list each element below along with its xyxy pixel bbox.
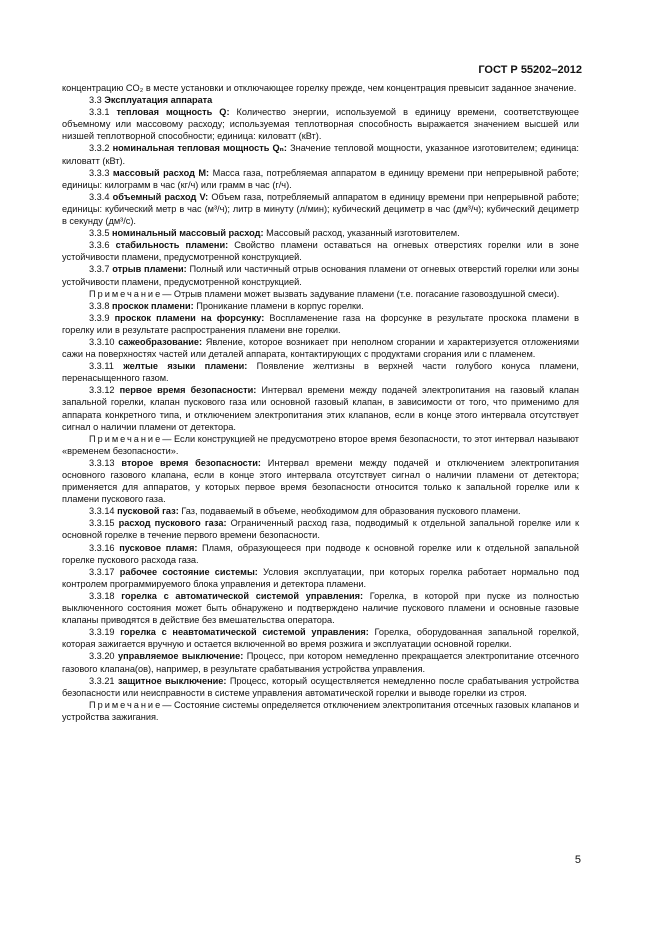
definition-paragraph	[62, 336, 579, 360]
term: расход пускового газа:	[118, 518, 227, 529]
clause-number: 3.3.2	[89, 143, 110, 154]
paragraph-text: Появление желтизны в верхней части голубого конуса пламени, перенасыщенного газом.	[62, 361, 579, 384]
clause-number: 3.3.18	[89, 590, 115, 601]
definition-paragraph	[62, 384, 579, 432]
page-number: 5	[574, 854, 581, 866]
term: объемный расход V:	[112, 191, 209, 202]
paragraph-text: Интервал времени между подачей электропитания на газовый клапан запальной горелки, клапан пускового газа или основной газовый клапан, в зависимости от того, что применимо для аппарата конкретного типа, и отключением электропитания этих клапанов, если в конце этого интервала отсутствует сигнал о наличии пламени от детектора.	[62, 385, 579, 432]
document-body	[62, 82, 579, 723]
paragraph-text: Масса газа, потребляемая аппаратом в единицу времени при непрерывной работе; единицы: килограмм в час (кг/ч) или грамм в час (г/ч).	[62, 167, 579, 190]
paragraph-text: Количество энергии, используемой в единицу времени, соответствующее объемному или массовому расходу; используемая теплотворная способность выражается значением высшей или низшей теплотворной способности; единица: киловатт (кВт).	[62, 107, 579, 142]
paragraph-text: Проникание пламени в корпус горелки.	[196, 300, 364, 311]
definition-paragraph	[62, 94, 579, 106]
paragraph-text: Процесс, который осуществляется немедленно после срабатывания устройства безопасности или неисправности в системе управления автоматической горелки и выводе горелки из строя.	[62, 675, 579, 698]
definition-paragraph	[62, 517, 579, 541]
term: Эксплуатация аппарата	[104, 95, 213, 106]
clause-number: 3.3.16	[89, 542, 115, 553]
definition-paragraph	[62, 626, 579, 650]
definition-paragraph	[62, 239, 579, 263]
definition-paragraph	[62, 675, 579, 699]
clause-number: 3.3.20	[89, 651, 115, 662]
term: отрыв пламени:	[112, 264, 187, 275]
text-paragraph	[62, 82, 579, 94]
definition-paragraph	[62, 457, 579, 505]
paragraph-text: Объем газа, потребляемый аппаратом в единицу времени при непрерывной работе; единицы: кубический метр в час (м³/ч); литр в минуту (л/мин); кубический дециметр в час (дм³/ч); кубический дециметр в секунду (дм³/с).	[62, 191, 579, 227]
definition-paragraph	[62, 191, 579, 227]
paragraph-text: Горелка, оборудованная запальной горелкой, которая зажигается вручную и остается включенной во время розжига и эксплуатации основной горелки.	[62, 627, 579, 650]
paragraph-text: Процесс, при котором немедленно прекращается электропитание отсечного газового клапана(ов), например, в результате срабатывания устройства управления.	[62, 651, 579, 674]
clause-number: 3.3.11	[89, 361, 114, 372]
clause-number: 3.3.13	[89, 457, 115, 468]
definition-paragraph	[62, 590, 579, 626]
term: горелка с автоматической системой управления:	[121, 590, 364, 601]
term: номинальный массовый расход:	[112, 228, 264, 239]
definition-paragraph	[62, 650, 579, 674]
note-label: Примечание	[89, 433, 163, 444]
clause-number: 3.3.4	[89, 191, 110, 202]
note-paragraph	[62, 288, 579, 300]
paragraph-text: Пламя, образующееся при подводе к основной горелке или к отдельной запальной горелке пускового расхода газа.	[62, 542, 579, 565]
definition-paragraph	[62, 263, 579, 287]
clause-number: 3.3	[89, 95, 102, 106]
definition-paragraph	[62, 300, 579, 312]
paragraph-text: Горелка, в которой при пуске из полностью выключенного состояния может быть обнаружено и подтверждено наличие пускового пламени и основные газовые клапаны приводятся в действие без вмешательства оператора.	[62, 590, 579, 626]
paragraph-text: Интервал времени между подачей и отключением электропитания основного газового клапана, если в конце этого интервала отсутствует сигнал о наличии пламени от детектора; применяется для аппаратов, у которых первое время безопасности относится только к запальной горелке или к пламени пускового газа.	[62, 457, 579, 505]
paragraph-text: Массовый расход, указанный изготовителем.	[266, 228, 460, 239]
term: проскок пламени:	[112, 300, 194, 311]
paragraph-text: концентрацию CO₂ в месте установки и отключающее горелку прежде, чем концентрация превысит заданное значение.	[62, 83, 577, 93]
paragraph-text: Условия эксплуатации, при которых горелка работает нормально под контролем программируемого блока управления и детектора пламени.	[62, 566, 580, 589]
paragraph-text: — Если конструкцией не предусмотрено второе время безопасности, то этот интервал называют «временем безопасности».	[62, 433, 579, 456]
clause-number: 3.3.1	[89, 107, 110, 118]
term: защитное выключение:	[117, 675, 227, 686]
clause-number: 3.3.15	[89, 518, 115, 529]
clause-number: 3.3.9	[89, 312, 110, 323]
note-paragraph	[62, 433, 579, 457]
term: стабильность пламени:	[115, 240, 229, 251]
note-label: Примечание	[89, 288, 163, 299]
clause-number: 3.3.19	[89, 627, 115, 638]
term: проскок пламени на форсунку:	[114, 312, 265, 323]
clause-number: 3.3.6	[89, 240, 110, 251]
paragraph-text: Воспламенение газа на форсунке в результате проскока пламени в горелку или в результате распространения пламени вне горелки.	[62, 312, 579, 335]
clause-number: 3.3.21	[89, 675, 115, 686]
note-label: Примечание	[89, 699, 163, 710]
term: желтые языки пламени:	[123, 361, 248, 372]
definition-paragraph	[62, 312, 579, 336]
clause-number: 3.3.12	[89, 385, 115, 396]
definition-paragraph	[62, 566, 579, 590]
term: управляемое выключение:	[117, 651, 244, 662]
paragraph-text: Значение тепловой мощности, указанное изготовителем; единица: киловатт (кВт).	[62, 143, 579, 166]
definition-paragraph	[62, 167, 579, 191]
clause-number: 3.3.7	[89, 264, 110, 275]
clause-number: 3.3.8	[89, 300, 110, 311]
document-header: ГОСТ Р 55202–2012	[478, 64, 582, 76]
definition-paragraph	[62, 142, 579, 166]
paragraph-text: Явление, которое возникает при неполном сгорании и характеризуется отложениями сажи на поверхностях частей или деталей аппарата, контактирующих с продуктами сгорания или с пламенем.	[62, 336, 579, 360]
definition-paragraph	[62, 542, 579, 566]
paragraph-text: Ограниченный расход газа, подводимый к отдельной запальной горелке или к основной горелке в течение первого времени безопасности.	[62, 518, 579, 541]
definition-paragraph	[62, 106, 579, 142]
term: номинальная тепловая мощность Qₙ:	[112, 143, 287, 154]
paragraph-text: Полный или частичный отрыв основания пламени от огневых отверстий горелки или зоны устойчивости пламени, предусмотренной конструкцией.	[62, 264, 580, 287]
paragraph-text: — Состояние системы определяется отключением электропитания отсечных газовых клапанов и устройства зажигания.	[62, 699, 579, 722]
paragraph-text: Свойство пламени оставаться на огневых отверстиях горелки или в зоне устойчивости пламени, предусмотренной конструкцией.	[62, 240, 579, 263]
term: массовый расход M:	[112, 167, 210, 178]
paragraph-text: Газ, подаваемый в объеме, необходимом для образования пускового пламени.	[181, 506, 521, 517]
term: рабочее состояние системы:	[119, 566, 258, 577]
definition-paragraph	[62, 505, 579, 517]
term: второе время безопасности:	[121, 457, 261, 468]
clause-number: 3.3.14	[89, 506, 115, 517]
term: пусковое пламя:	[119, 542, 198, 553]
clause-number: 3.3.3	[89, 167, 110, 178]
term: сажеобразование:	[118, 336, 203, 347]
term: пусковой газ:	[117, 506, 179, 517]
term: тепловая мощность Q:	[116, 107, 230, 118]
note-paragraph	[62, 699, 579, 723]
term: горелка с неавтоматической системой управления:	[120, 627, 369, 638]
clause-number: 3.3.17	[89, 566, 115, 577]
definition-paragraph	[62, 360, 579, 384]
term: первое время безопасности:	[119, 385, 257, 396]
definition-paragraph	[62, 227, 579, 239]
clause-number: 3.3.5	[89, 228, 110, 239]
paragraph-text: — Отрыв пламени может вызвать задувание пламени (т.е. погасание газовоздушной смеси).	[162, 288, 560, 299]
clause-number: 3.3.10	[89, 336, 115, 347]
